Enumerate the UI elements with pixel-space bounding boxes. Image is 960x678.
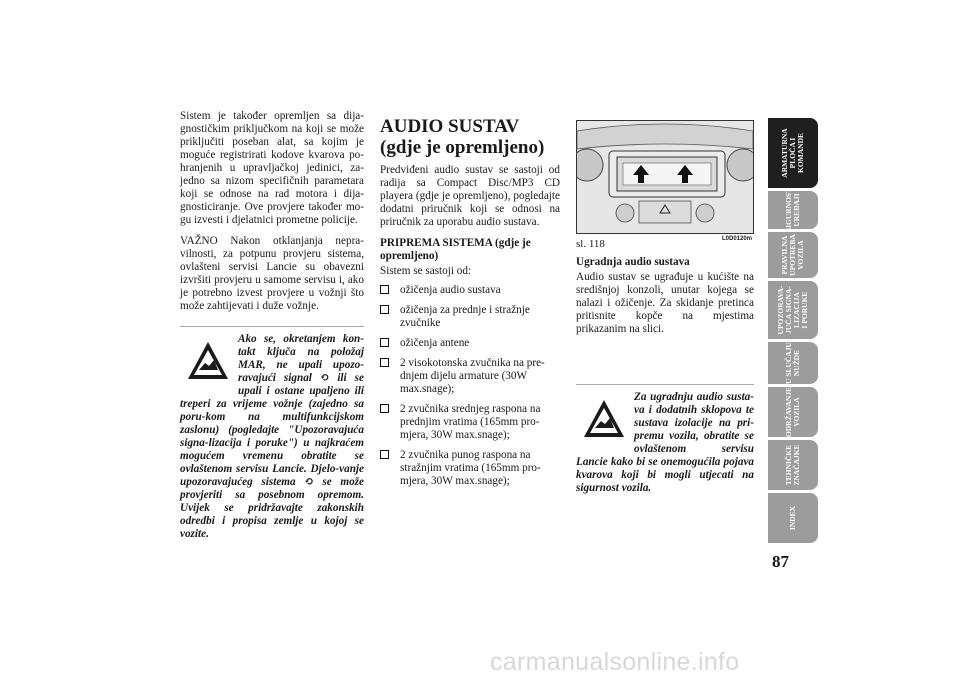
warning-triangle-icon (186, 339, 230, 383)
tab-dashboard-controls[interactable]: ARMATURNA PLOČA I KOMANDE (768, 118, 818, 188)
list-item: ožičenja antene (380, 337, 560, 350)
figure-code: L0D0120m (722, 236, 753, 242)
tab-correct-use[interactable]: PRAVILNA UPOTREBA VOZILA (768, 232, 818, 278)
warning-box-2 (576, 384, 754, 495)
checkbox-bullet-icon (380, 285, 389, 294)
list-item: ožičenja za prednje i stražnje zvučnike (380, 304, 560, 330)
subsection-title: PRIPREMA SISTEMA (gdje je opremljeno) (380, 237, 531, 262)
paragraph-intro: Predviđeni audio sustav se sastoji od radija sa Compact Disc/MP3 CD playera (gdje je opremljeno), pogledajte dodatni priručnik koji se odnosi na priručnik za uporabu audio sustava. (380, 164, 560, 228)
warning-text-1: Ako se, okretanjem kon-takt ključa na položaj MAR, ne upali upozo-ravajući signal ⟲ ili se upali i ostane upaljeno ili treperi za vrijeme vožnje (zajedno sa poru-kom na multifunkcijskom zaslonu) (pogledajte "Upozoravajuća signa-lizacija i poruke") u najkraćem mogućem vremenu obratite se ovlaštenom servisu Lancie. Djelo-vanje upozoravajućeg sistema ⟲ se može provjeriti sa posebnom opremom. Uvijek se pridržavajte zakonskih odredbi i propisa zemlje u kojoj se vozite. (180, 333, 364, 540)
section-title: AUDIO SUSTAV (gdje je opremljeno) (380, 116, 545, 158)
divider (180, 326, 364, 327)
tab-technical-specs[interactable]: TEHNIČKE ZNAČAJKE (768, 440, 818, 490)
list-item: 2 zvučnika srednjeg raspona na prednjim vratima (165mm pro-mjera, 30W max.snage); (380, 403, 560, 442)
list-item: 2 zvučnika punog raspona na stražnjim vratima (165mm pro-mjera, 30W max.snage); (380, 449, 560, 488)
list-item: ožičenja audio sustava (380, 284, 560, 297)
text-column-1 (180, 110, 364, 321)
figure-caption: sl. 118 (576, 238, 605, 250)
tab-emergency[interactable]: U SLUČAJU NUŽDE (768, 342, 818, 384)
checkbox-bullet-icon (380, 358, 389, 367)
paragraph-important: VAŽNO Nakon otklanjanja nepra-vilnosti, za potpunu provjeru sistema, ovlašteni servisi Lancie su obavezni izvršiti provjeru u samome servisu i, ako je potrebno izvest provjere u vožnji što može zahtijevati i duže vožnje. (180, 235, 364, 312)
paragraph-diagnostics: Sistem je također opremljen sa dija-gnostičkim priključkom na koji se može priključiti poseban alat, sa kojim je moguće registrirati kodove kvarova po-hranjenih u upravljačkoj jedinici, za-jedno sa nizom specifičnih parametara koji se odnose na rad motora i dija-gnosticiranje. Ove provjere također mo-gu izvesti i djelatnici prometne policije. (180, 110, 364, 226)
tab-maintenance[interactable]: ODRŽAVANJE VOZILA (768, 387, 818, 437)
watermark: carmanualsonline.info (490, 648, 740, 676)
warning-box-1 (180, 326, 364, 541)
list-lead: Sistem se sastoji od: (380, 265, 472, 277)
warning-triangle-icon (582, 397, 626, 441)
text-column-2 (380, 116, 560, 495)
text-column-3 (576, 256, 754, 336)
paragraph-install: Audio sustav se ugrađuje u kućište na središnjoj konzoli, unutar kojega se nalazi i ožičenje. Za skidanje pretinca pritisnite kopče na mjestima prikazanim na slici. (576, 271, 754, 335)
divider (576, 384, 754, 385)
subsection-title-install: Ugradnja audio sustava (576, 256, 690, 268)
page-number: 87 (772, 552, 789, 571)
figure-dashboard-illustration (576, 120, 754, 234)
checkbox-bullet-icon (380, 450, 389, 459)
checkbox-bullet-icon (380, 305, 389, 314)
checkbox-bullet-icon (380, 404, 389, 413)
center-console-drawing (577, 121, 753, 233)
tab-index[interactable]: INDEX (768, 493, 818, 543)
tab-warnings-messages[interactable]: UPOZORAVA- JUĆA SIGNA- LIZACIJA I PORUKE (768, 281, 818, 339)
checkbox-bullet-icon (380, 338, 389, 347)
warning-text-2: Za ugradnju audio susta-va i dodatnih sklopova te sustava izolacije na pri-premu vozila, obratite se ovlaštenom servisu Lancie kako bi se onemogućila pojava kvarova koji bi mogli utjecati na sigurnost vozila. (576, 391, 754, 494)
tab-safety[interactable]: SIGURNOST UREĐAJI (768, 191, 818, 229)
list-item: 2 visokotonska zvučnika na pre-dnjem dijelu armature (30W max.snage); (380, 357, 560, 396)
component-list (380, 284, 560, 488)
